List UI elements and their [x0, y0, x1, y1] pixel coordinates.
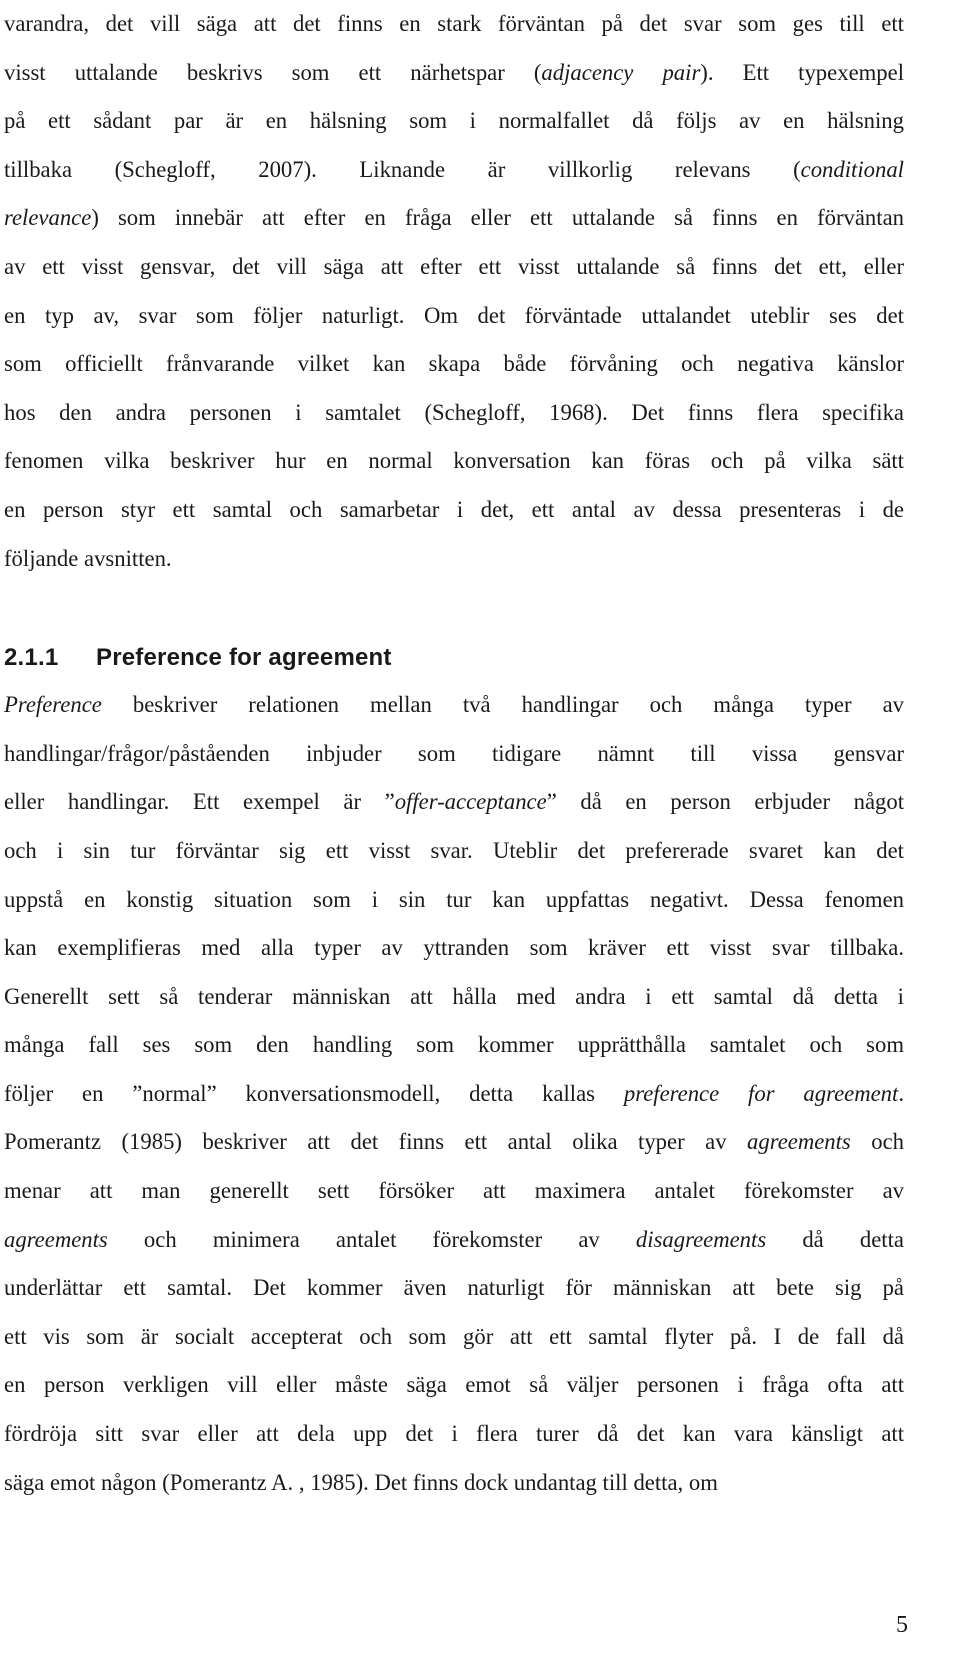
text-line: Generellt sett så tenderar människan att hålla med andra i ett samtal då detta i	[4, 983, 904, 1009]
text-line: Pomerantz (1985) beskriver att det finns ett antal olika typer av agreements och	[4, 1129, 904, 1155]
section-title: Preference for agreement	[96, 644, 392, 672]
page-number: 5	[896, 1612, 908, 1638]
text-line: agreements och minimera antalet förekomster av disagreements då detta	[4, 1226, 904, 1252]
text-line: fördröja sitt svar eller att dela upp det i flera turer då det kan vara känsligt att	[4, 1421, 904, 1447]
italic-term: agreements	[747, 1129, 851, 1155]
italic-term: offer-acceptance	[394, 789, 547, 815]
italic-term: agreements	[4, 1226, 108, 1252]
text-line: på ett sådant par är en hälsning som i normalfallet då följs av en hälsning	[4, 108, 904, 134]
italic-term: conditional	[800, 156, 904, 182]
text-line: eller handlingar. Ett exempel är ”offer-acceptance” då en person erbjuder något	[4, 789, 905, 815]
text-line: en person styr ett samtal och samarbetar i det, ett antal av dessa presenteras i de	[4, 496, 904, 522]
text-line: ett vis som är socialt accepterat och som gör att ett samtal flyter på. I de fall då	[4, 1323, 904, 1349]
paragraph-preference	[4, 681, 904, 1507]
text-line: många fall ses som den handling som kommer upprätthålla samtalet och som	[4, 1032, 904, 1058]
italic-term: Preference	[4, 692, 102, 718]
italic-term: disagreements	[635, 1226, 767, 1252]
text-line: handlingar/frågor/påståenden inbjuder som tidigare nämnt till vissa gensvar	[4, 740, 904, 766]
text-line: visst uttalande beskrivs som ett närhetspar (adjacency pair). Ett typexempel	[4, 59, 904, 85]
italic-term: adjacency pair	[541, 59, 701, 85]
italic-term: relevance	[4, 205, 92, 231]
text-line: relevance) som innebär att efter en fråga eller ett uttalande så finns en förväntan	[4, 205, 904, 231]
text-line: en typ av, svar som följer naturligt. Om det förväntade uttalandet uteblir ses det	[4, 302, 904, 328]
paragraph-intro	[4, 0, 904, 583]
text-line: säga emot någon (Pomerantz A. , 1985). Det finns dock undantag till detta, om	[4, 1469, 718, 1495]
text-line: en person verkligen vill eller måste säga emot så väljer personen i fråga ofta att	[4, 1372, 904, 1398]
italic-term: preference for agreement	[623, 1080, 899, 1106]
text-line: hos den andra personen i samtalet (Schegloff, 1968). Det finns flera specifika	[4, 399, 904, 425]
section-heading	[4, 635, 904, 681]
section-number: 2.1.1	[4, 644, 59, 672]
text-line: och i sin tur förväntar sig ett visst svar. Uteblir det prefererade svaret kan det	[4, 837, 904, 863]
text-line: av ett visst gensvar, det vill säga att efter ett visst uttalande så finns det ett, eller	[4, 253, 904, 279]
text-line: följer en ”normal” konversationsmodell, detta kallas preference for agreement.	[4, 1080, 904, 1106]
text-line: som officiellt frånvarande vilket kan skapa både förvåning och negativa känslor	[4, 351, 904, 377]
text-line: underlättar ett samtal. Det kommer även naturligt för människan att bete sig på	[4, 1275, 904, 1301]
text-line: tillbaka (Schegloff, 2007). Liknande är villkorlig relevans (conditional	[4, 156, 904, 182]
document-page	[4, 0, 904, 1507]
text-line: menar att man generellt sett försöker att maximera antalet förekomster av	[4, 1178, 904, 1204]
text-line: följande avsnitten.	[4, 545, 172, 571]
text-line: varandra, det vill säga att det finns en stark förväntan på det svar som ges till ett	[4, 11, 904, 36]
text-line: kan exemplifieras med alla typer av yttranden som kräver ett visst svar tillbaka.	[4, 935, 904, 961]
text-line: Preference beskriver relationen mellan två handlingar och många typer av	[4, 692, 904, 718]
text-line: fenomen vilka beskriver hur en normal konversation kan föras och på vilka sätt	[4, 448, 904, 474]
text-line: uppstå en konstig situation som i sin tur kan uppfattas negativt. Dessa fenomen	[4, 886, 904, 912]
